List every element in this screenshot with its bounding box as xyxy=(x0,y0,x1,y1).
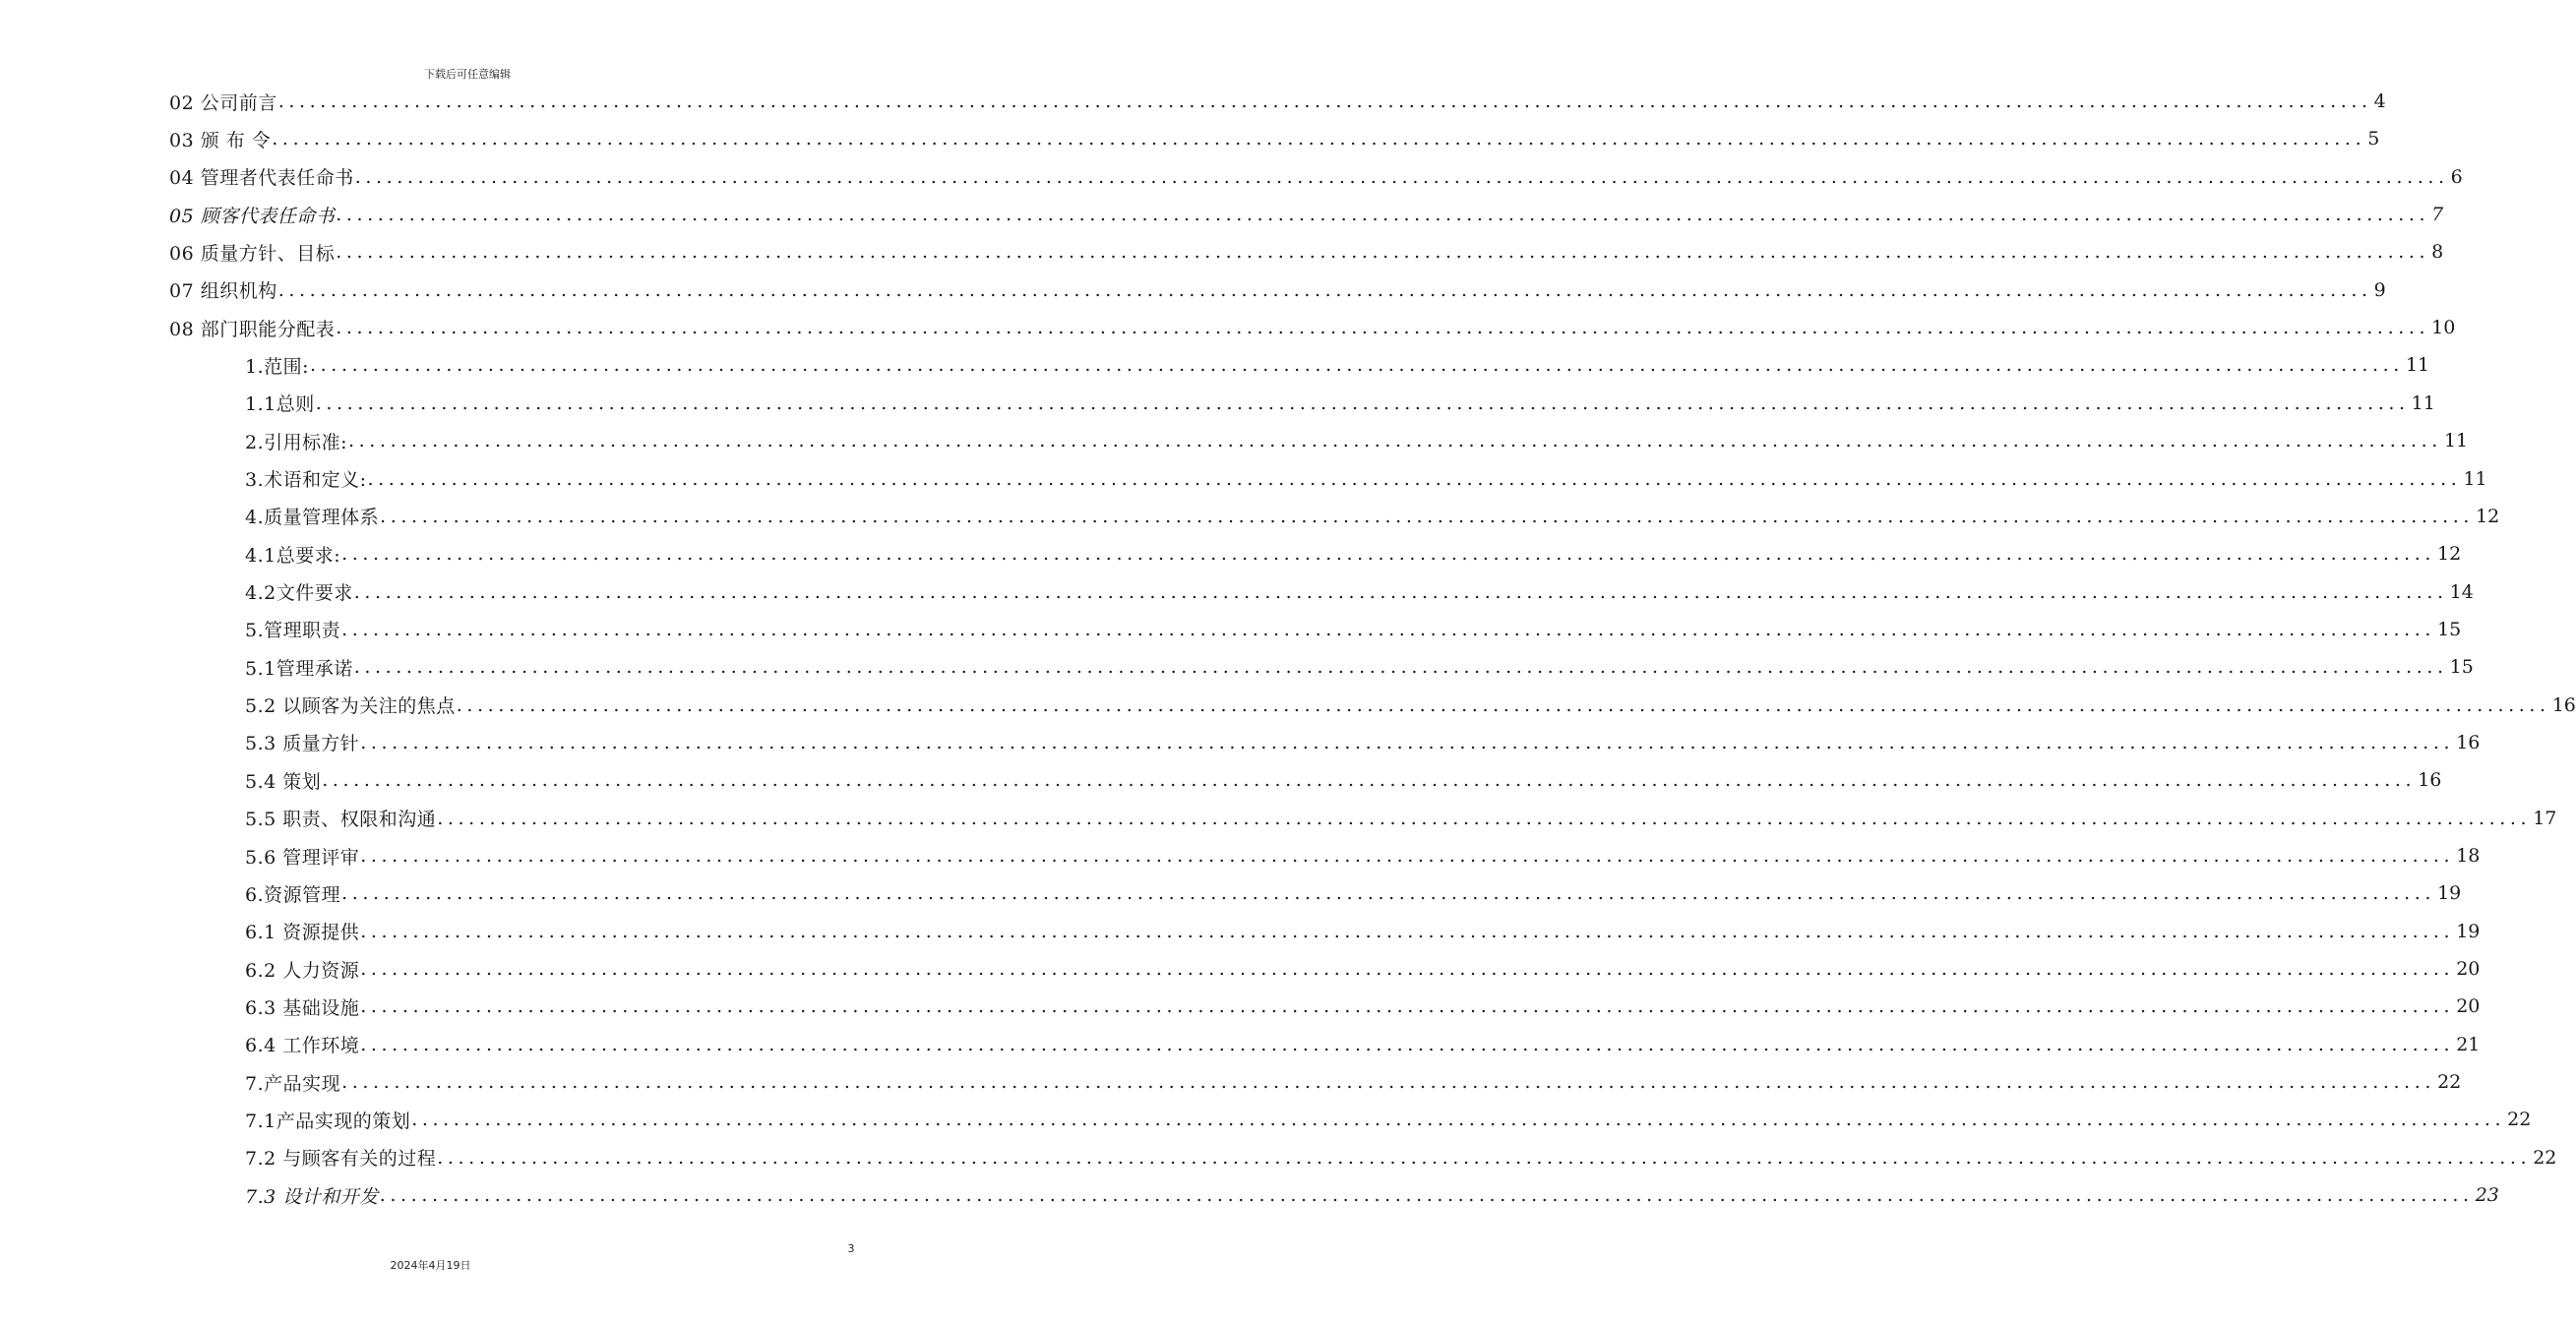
toc-leader-dots: ........................................................................................................................................................................................................ xyxy=(353,656,2448,679)
toc-leader-dots: ........................................................................................................................................................................................................ xyxy=(336,317,2430,339)
toc-entry-page: 20 xyxy=(2456,995,2481,1018)
toc-leader-dots: ........................................................................................................................................................................................................ xyxy=(437,1146,2532,1169)
toc-entry-page: 23 xyxy=(2475,1184,2499,1207)
toc-entry-label: 4.质量管理体系 xyxy=(245,507,380,529)
toc-entry-label: 04 管理者代表任命书 xyxy=(169,167,354,190)
toc-leader-dots: ........................................................................................................................................................................................................ xyxy=(322,769,2417,792)
toc-entry-page: 14 xyxy=(2449,580,2474,603)
toc-entry[interactable] xyxy=(245,913,2481,950)
toc-entry-page: 16 xyxy=(2418,769,2442,792)
toc-entry[interactable] xyxy=(245,611,2462,648)
toc-entry[interactable] xyxy=(169,271,2386,309)
toc-entry-label: 5.管理职责 xyxy=(245,620,341,642)
toc-leader-dots: ........................................................................................................................................................................................................ xyxy=(437,807,2532,829)
toc-entry-page: 6 xyxy=(2450,165,2463,188)
toc-leader-dots: ........................................................................................................................................................................................................ xyxy=(360,845,2455,867)
toc-entry-page: 22 xyxy=(2507,1109,2532,1131)
toc-entry[interactable] xyxy=(169,83,2386,120)
toc-leader-dots: ........................................................................................................................................................................................................ xyxy=(341,882,2436,905)
toc-entry[interactable] xyxy=(245,761,2442,799)
toc-entry-page: 22 xyxy=(2533,1146,2557,1169)
toc-leader-dots: ........................................................................................................................................................................................................ xyxy=(353,580,2448,603)
toc-entry[interactable] xyxy=(169,120,2380,157)
toc-entry-label: 5.5 职责、权限和沟通 xyxy=(245,809,437,831)
toc-leader-dots: ........................................................................................................................................................................................................ xyxy=(348,430,2442,452)
toc-entry-label: 03 颁 布 令 xyxy=(169,129,272,151)
toc-entry[interactable] xyxy=(245,498,2500,535)
toc-entry[interactable] xyxy=(245,724,2481,761)
toc-entry[interactable] xyxy=(245,687,2576,724)
toc-entry[interactable] xyxy=(169,158,2463,196)
toc-leader-dots: ........................................................................................................................................................................................................ xyxy=(354,165,2449,188)
toc-entry-label: 5.3 质量方针 xyxy=(245,733,360,755)
toc-entry[interactable] xyxy=(245,535,2462,572)
toc-entry-label: 1.1总则 xyxy=(245,393,315,416)
toc-entry[interactable] xyxy=(245,1139,2557,1176)
toc-entry[interactable] xyxy=(245,385,2435,422)
toc-entry[interactable] xyxy=(245,1026,2481,1063)
toc-leader-dots: ........................................................................................................................................................................................................ xyxy=(367,467,2462,490)
toc-entry-page: 11 xyxy=(2443,430,2469,452)
toc-entry-label: 5.2 以顾客为关注的焦点 xyxy=(245,695,456,718)
toc-entry-page: 16 xyxy=(2456,731,2481,753)
toc-entry[interactable] xyxy=(245,422,2469,459)
toc-entry-label: 6.1 资源提供 xyxy=(245,922,360,944)
toc-entry-label: 7.2 与顾客有关的过程 xyxy=(245,1148,437,1171)
toc-entry-page: 15 xyxy=(2437,618,2462,640)
toc-entry[interactable] xyxy=(245,988,2481,1025)
toc-entry[interactable] xyxy=(245,573,2474,611)
toc-entry-label: 7.1产品实现的策划 xyxy=(245,1110,411,1132)
toc-entry-label: 08 部门职能分配表 xyxy=(169,318,336,340)
toc-leader-dots: ........................................................................................................................................................................................................ xyxy=(360,1033,2455,1055)
toc-leader-dots: ........................................................................................................................................................................................................ xyxy=(380,505,2475,527)
toc-entry-page: 21 xyxy=(2456,1033,2481,1055)
toc-entry-label: 2.引用标准: xyxy=(245,431,348,453)
toc-leader-dots: ........................................................................................................................................................................................................ xyxy=(277,90,2372,112)
toc-leader-dots: ........................................................................................................................................................................................................ xyxy=(360,958,2455,981)
page-number: 3 xyxy=(847,1242,855,1255)
toc-entry-label: 6.3 基础设施 xyxy=(245,996,360,1019)
toc-entry-label: 3.术语和定义: xyxy=(245,469,367,491)
toc-leader-dots: ........................................................................................................................................................................................................ xyxy=(310,354,2404,377)
toc-leader-dots: ........................................................................................................................................................................................................ xyxy=(379,1184,2474,1207)
toc-entry[interactable] xyxy=(169,196,2444,233)
toc-entry-label: 5.4 策划 xyxy=(245,770,322,793)
toc-entry[interactable] xyxy=(245,800,2557,837)
toc-entry-label: 4.1总要求: xyxy=(245,544,341,567)
toc-entry-page: 4 xyxy=(2373,90,2386,112)
toc-entry-label: 06 质量方针、目标 xyxy=(169,242,336,265)
toc-entry-label: 05 顾客代表任命书 xyxy=(169,205,336,227)
toc-entry[interactable] xyxy=(245,1063,2462,1101)
toc-entry-page: 22 xyxy=(2437,1071,2462,1094)
toc-entry-label: 4.2文件要求 xyxy=(245,582,353,605)
toc-leader-dots: ........................................................................................................................................................................................................ xyxy=(336,204,2430,226)
toc-entry[interactable] xyxy=(245,346,2430,384)
toc-entry-page: 12 xyxy=(2476,505,2500,527)
toc-entry[interactable] xyxy=(169,233,2444,270)
footer-date: 2024年4月19日 xyxy=(390,1259,471,1272)
toc-leader-dots: ........................................................................................................................................................................................................ xyxy=(411,1109,2506,1131)
page-header: 下载后可任意编辑 xyxy=(424,68,511,81)
toc-entry-page: 16 xyxy=(2551,693,2576,716)
toc-entry-page: 20 xyxy=(2456,958,2481,981)
toc-entry-label: 7.产品实现 xyxy=(245,1072,341,1095)
toc-entry-page: 17 xyxy=(2533,807,2557,829)
toc-entry-page: 7 xyxy=(2431,204,2444,226)
toc-entry[interactable] xyxy=(245,1176,2499,1214)
toc-entry-label: 07 组织机构 xyxy=(169,280,277,303)
toc-leader-dots: ........................................................................................................................................................................................................ xyxy=(456,693,2550,716)
toc-entry-page: 11 xyxy=(2405,354,2430,377)
toc-entry[interactable] xyxy=(245,1101,2532,1138)
toc-entry-label: 02 公司前言 xyxy=(169,91,277,114)
toc-entry-page: 9 xyxy=(2373,278,2386,301)
toc-leader-dots: ........................................................................................................................................................................................................ xyxy=(336,241,2430,264)
toc-leader-dots: ........................................................................................................................................................................................................ xyxy=(360,731,2455,753)
toc-entry[interactable] xyxy=(245,460,2487,498)
toc-entry-page: 5 xyxy=(2367,128,2380,150)
toc-entry[interactable] xyxy=(245,837,2481,874)
toc-leader-dots: ........................................................................................................................................................................................................ xyxy=(341,543,2436,566)
toc-entry-label: 5.1管理承诺 xyxy=(245,657,353,680)
toc-leader-dots: ........................................................................................................................................................................................................ xyxy=(315,391,2410,414)
toc-entry-page: 19 xyxy=(2437,882,2462,905)
toc-leader-dots: ........................................................................................................................................................................................................ xyxy=(272,128,2366,150)
toc-entry[interactable] xyxy=(245,648,2474,686)
toc-entry-page: 15 xyxy=(2449,656,2474,679)
toc-leader-dots: ........................................................................................................................................................................................................ xyxy=(360,920,2455,942)
toc-entry-page: 10 xyxy=(2431,317,2456,339)
toc-entry-page: 11 xyxy=(2463,467,2487,490)
toc-entry[interactable] xyxy=(245,950,2481,988)
toc-leader-dots: ........................................................................................................................................................................................................ xyxy=(277,278,2372,301)
toc-leader-dots: ........................................................................................................................................................................................................ xyxy=(341,618,2436,640)
toc-leader-dots: ........................................................................................................................................................................................................ xyxy=(341,1071,2436,1094)
toc-entry-page: 12 xyxy=(2437,543,2462,566)
toc-leader-dots: ........................................................................................................................................................................................................ xyxy=(360,995,2455,1018)
toc-entry-page: 11 xyxy=(2411,391,2435,414)
toc-entry-label: 6.2 人力资源 xyxy=(245,959,360,982)
toc-entry-page: 19 xyxy=(2456,920,2481,942)
toc-entry-label: 6.4 工作环境 xyxy=(245,1035,360,1057)
toc-entry-label: 1.范围: xyxy=(245,355,310,378)
toc-entry[interactable] xyxy=(169,309,2456,346)
toc-entry-page: 8 xyxy=(2431,241,2444,264)
toc-entry-label: 6.资源管理 xyxy=(245,883,341,906)
toc-entry-page: 18 xyxy=(2456,845,2481,867)
toc-entry[interactable] xyxy=(245,874,2462,912)
toc-entry-label: 5.6 管理评审 xyxy=(245,846,360,869)
toc-entry-label: 7.3 设计和开发 xyxy=(245,1185,379,1208)
